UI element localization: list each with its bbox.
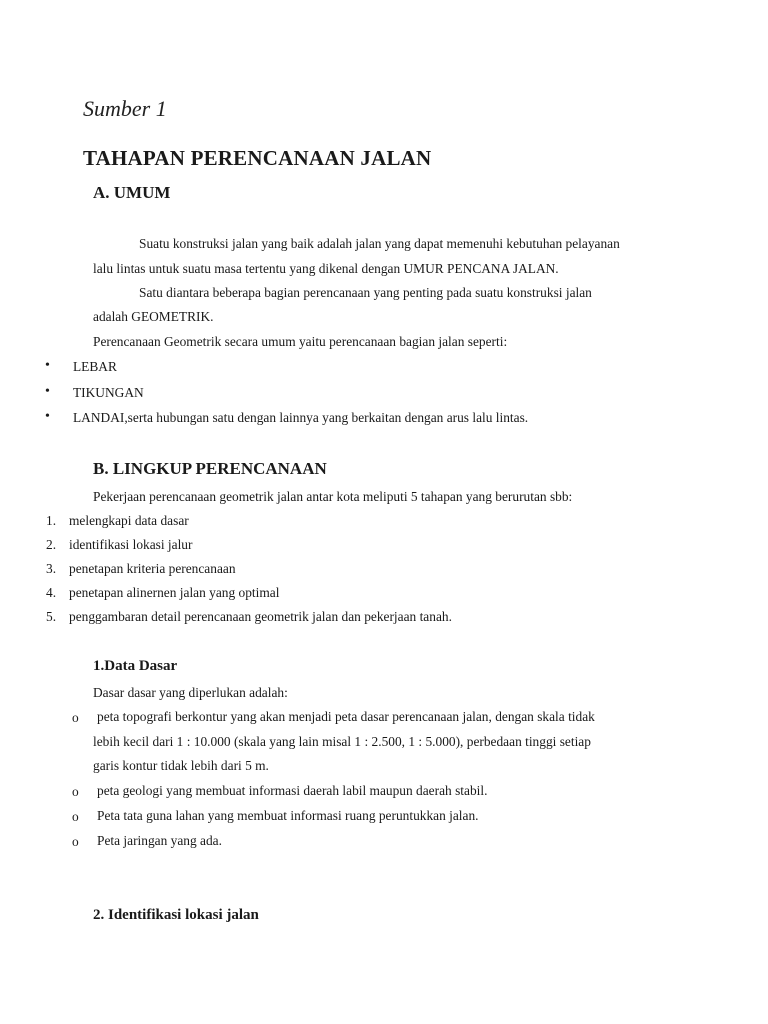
paragraph-line: Satu diantara beberapa bagian perencanaan yang penting pada suatu konstruksi jalan <box>139 285 592 300</box>
source-label: Sumber 1 <box>83 96 167 121</box>
subsection-1-heading: 1.Data Dasar <box>93 658 178 674</box>
step-number: 5. <box>46 609 57 624</box>
circle-bullet-icon: o <box>72 710 79 725</box>
paragraph-line: Suatu konstruksi jalan yang baik adalah jalan yang dapat memenuhi kebutuhan pelayanan <box>139 236 620 251</box>
section-a-heading: A. UMUM <box>93 183 171 202</box>
step-item: penetapan alinernen jalan yang optimal <box>69 585 280 600</box>
step-item: identifikasi lokasi jalur <box>69 537 193 552</box>
list-item: Peta tata guna lahan yang membuat informasi ruang peruntukkan jalan. <box>97 808 479 823</box>
paragraph-line: Pekerjaan perencanaan geometrik jalan antar kota meliputi 5 tahapan yang berurutan sbb: <box>93 489 573 504</box>
document-title: TAHAPAN PERENCANAAN JALAN <box>83 146 432 170</box>
step-number: 3. <box>46 561 57 576</box>
bullet-icon: • <box>45 384 50 399</box>
bullet-item: LANDAI,serta hubungan satu dengan lainnya yang berkaitan dengan arus lalu lintas. <box>73 410 529 425</box>
list-item: peta geologi yang membuat informasi daerah labil maupun daerah stabil. <box>97 783 488 798</box>
step-item: melengkapi data dasar <box>69 513 189 528</box>
list-item-line: peta topografi berkontur yang akan menjadi peta dasar perencanaan jalan, dengan skala tidak <box>97 709 595 724</box>
paragraph-line: Dasar dasar yang diperlukan adalah: <box>93 685 288 700</box>
circle-bullet-icon: o <box>72 809 79 824</box>
step-item: penggambaran detail perencanaan geometrik jalan dan pekerjaan tanah. <box>69 609 452 624</box>
bullet-item: TIKUNGAN <box>73 385 144 400</box>
step-item: penetapan kriteria perencanaan <box>69 561 236 576</box>
bullet-item: LEBAR <box>73 359 117 374</box>
step-number: 2. <box>46 537 57 552</box>
paragraph-line: Perencanaan Geometrik secara umum yaitu perencanaan bagian jalan seperti: <box>93 334 508 349</box>
paragraph-line: lalu lintas untuk suatu masa tertentu yang dikenal dengan UMUR PENCANA JALAN. <box>93 261 559 276</box>
bullet-icon: • <box>45 409 50 424</box>
list-item-line: lebih kecil dari 1 : 10.000 (skala yang lain misal 1 : 2.500, 1 : 5.000), perbedaan tinggi setiap <box>93 734 591 749</box>
circle-bullet-icon: o <box>72 834 79 849</box>
list-item-line: garis kontur tidak lebih dari 5 m. <box>93 758 269 773</box>
step-number: 1. <box>46 513 57 528</box>
paragraph-line: adalah GEOMETRIK. <box>93 309 214 324</box>
circle-bullet-icon: o <box>72 784 79 799</box>
section-b-heading: B. LINGKUP PERENCANAAN <box>93 459 327 478</box>
bullet-icon: • <box>45 358 50 373</box>
step-number: 4. <box>46 585 57 600</box>
list-item: Peta jaringan yang ada. <box>97 833 222 848</box>
subsection-2-heading: 2. Identifikasi lokasi jalan <box>93 907 259 923</box>
